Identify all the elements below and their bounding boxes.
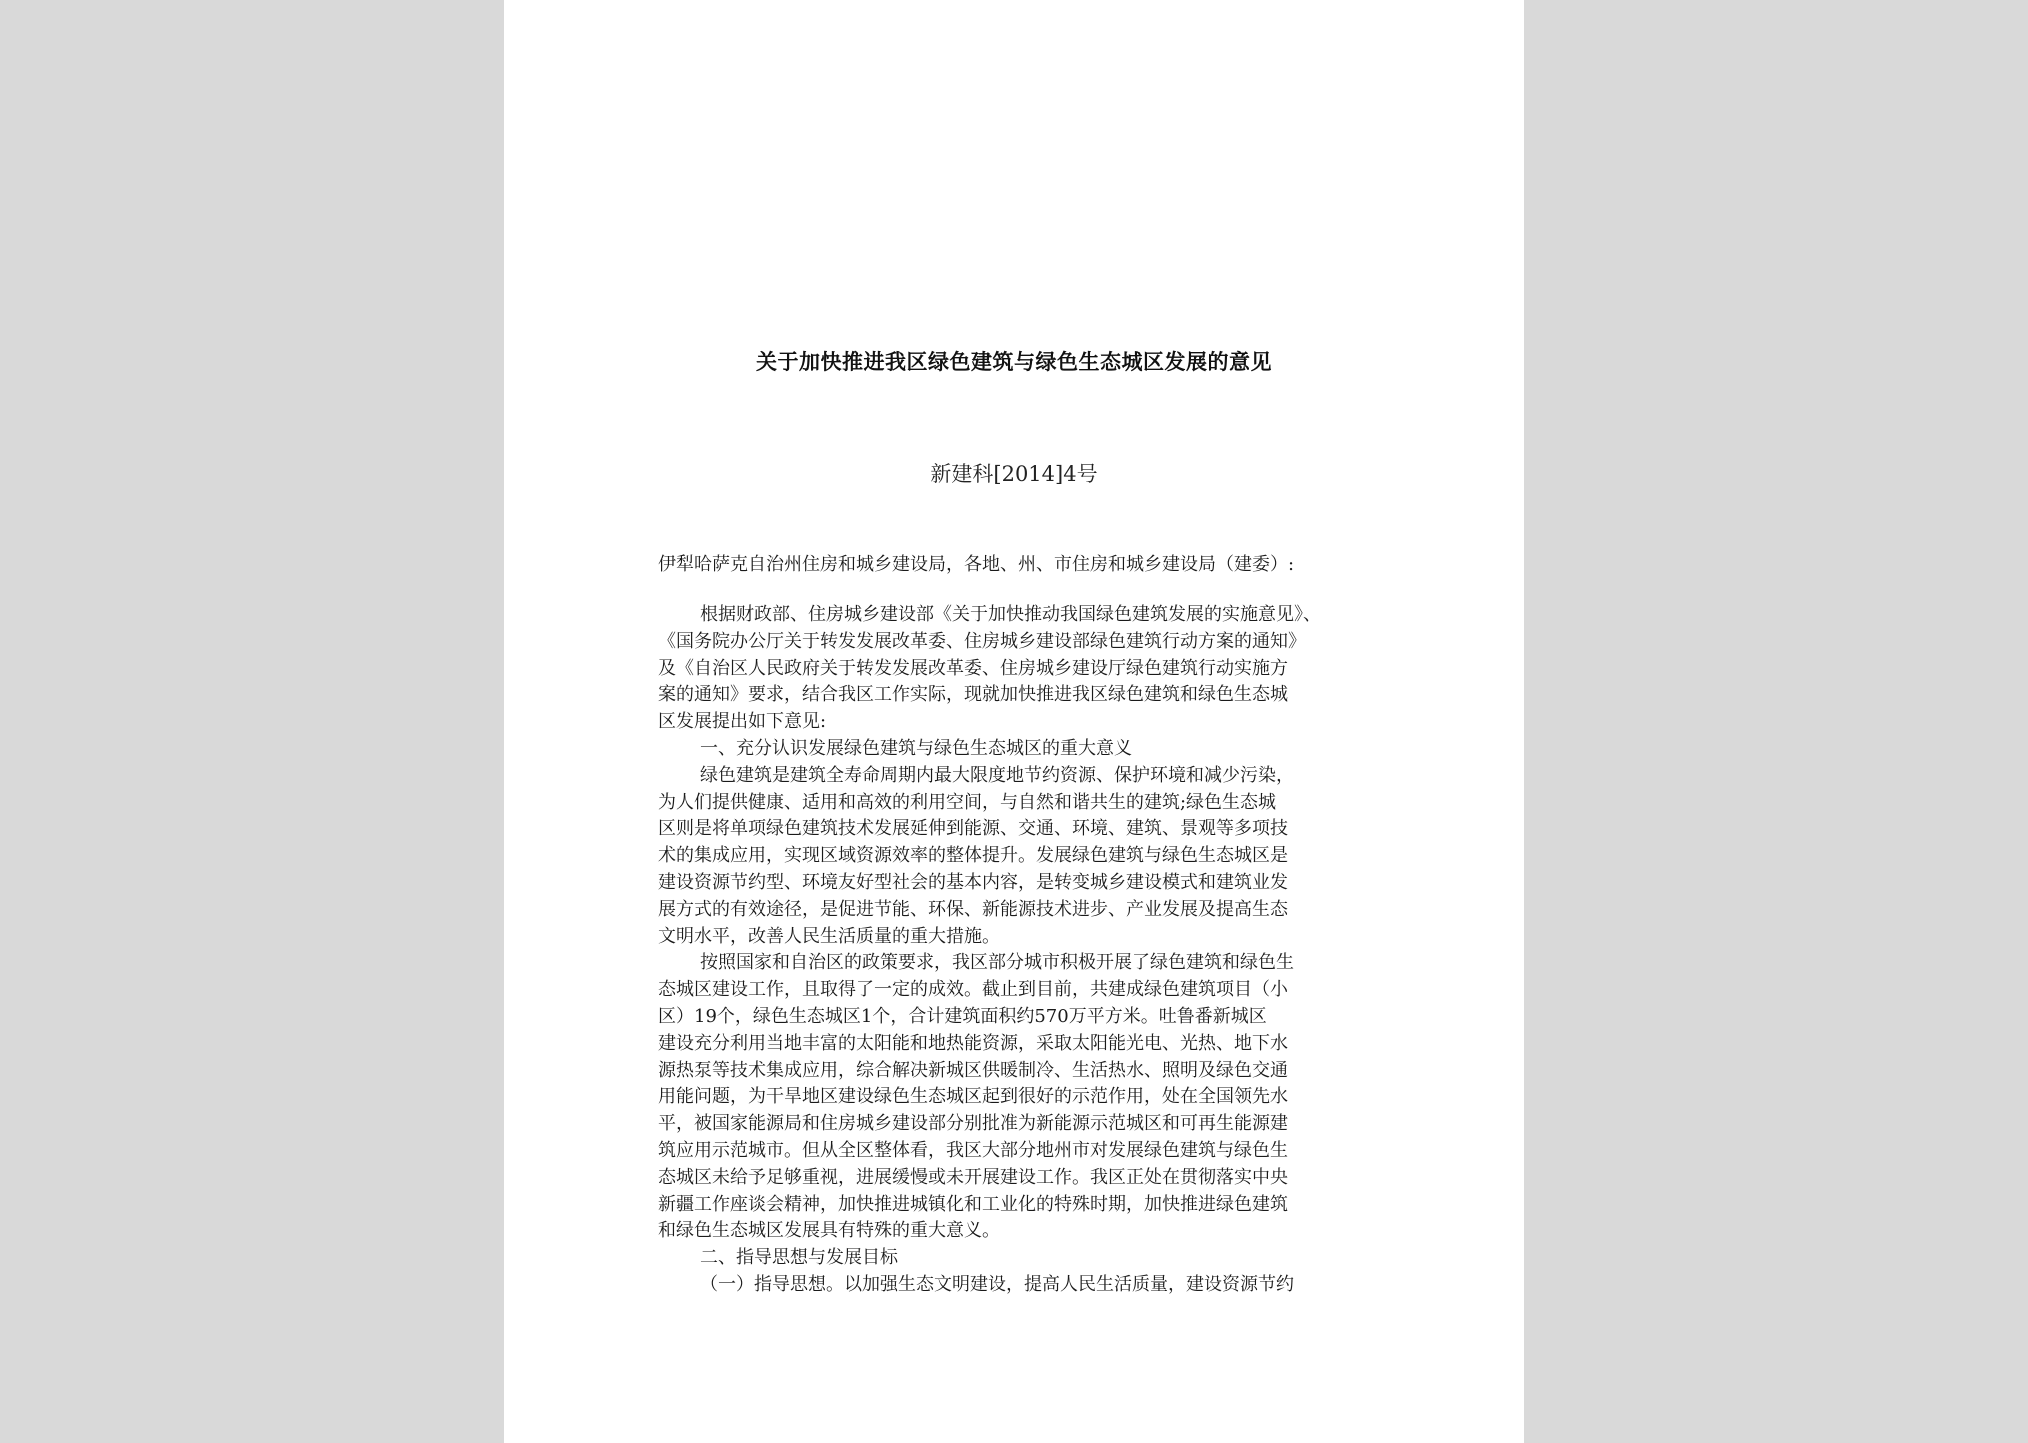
body-line: 术的集成应用，实现区域资源效率的整体提升。发展绿色建筑与绿色生态城区是	[658, 845, 1288, 867]
document-body	[658, 602, 1378, 1299]
body-line: 源热泵等技术集成应用，综合解决新城区供暖制冷、生活热水、照明及绿色交通	[658, 1059, 1288, 1081]
body-line: 区则是将单项绿色建筑技术发展延伸到能源、交通、环境、建筑、景观等多项技	[658, 818, 1288, 840]
body-line: 和绿色生态城区发展具有特殊的重大意义。	[658, 1220, 1000, 1242]
body-line: 文明水平，改善人民生活质量的重大措施。	[658, 925, 1000, 947]
body-line: 建设充分利用当地丰富的太阳能和地热能资源，采取太阳能光电、光热、地下水	[658, 1032, 1288, 1054]
document-page	[504, 0, 1524, 1443]
section-heading-2: 二、指导思想与发展目标	[700, 1247, 898, 1269]
body-line: 根据财政部、住房城乡建设部《关于加快推动我国绿色建筑发展的实施意见》、	[700, 604, 1321, 625]
subsection-heading: （一）指导思想。以加强生态文明建设，提高人民生活质量，建设资源节约	[700, 1273, 1294, 1295]
body-line: 态城区建设工作，且取得了一定的成效。截止到目前，共建成绿色建筑项目（小	[658, 979, 1288, 1001]
body-line: 区）19个，绿色生态城区1个，合计建筑面积约570万平方米。吐鲁番新城区	[658, 1005, 1267, 1027]
body-line: 建设资源节约型、环境友好型社会的基本内容，是转变城乡建设模式和建筑业发	[658, 871, 1288, 893]
body-line: 新疆工作座谈会精神，加快推进城镇化和工业化的特殊时期，加快推进绿色建筑	[658, 1193, 1288, 1215]
body-line: 筑应用示范城市。但从全区整体看，我区大部分地州市对发展绿色建筑与绿色生	[658, 1139, 1288, 1161]
body-line: 按照国家和自治区的政策要求，我区部分城市积极开展了绿色建筑和绿色生	[700, 952, 1294, 974]
document-title: 关于加快推进我区绿色建筑与绿色生态城区发展的意见	[756, 350, 1272, 374]
document-number: 新建科[2014]4号	[930, 462, 1098, 486]
body-line: 用能问题，为干旱地区建设绿色生态城区起到很好的示范作用，处在全国领先水	[658, 1086, 1288, 1108]
body-line: 为人们提供健康、适用和高效的利用空间，与自然和谐共生的建筑;绿色生态城	[658, 791, 1277, 813]
body-line: 及《自治区人民政府关于转发发展改革委、住房城乡建设厅绿色建筑行动实施方	[658, 657, 1288, 679]
body-line: 态城区未给予足够重视，进展缓慢或未开展建设工作。我区正处在贯彻落实中央	[658, 1166, 1288, 1188]
body-line: 案的通知》要求，结合我区工作实际，现就加快推进我区绿色建筑和绿色生态城	[658, 684, 1288, 706]
body-line: 平，被国家能源局和住房城乡建设部分别批准为新能源示范城区和可再生能源建	[658, 1113, 1288, 1135]
body-line: 绿色建筑是建筑全寿命周期内最大限度地节约资源、保护环境和减少污染，	[700, 764, 1294, 786]
body-line: 区发展提出如下意见:	[658, 711, 827, 733]
section-heading-1: 一、充分认识发展绿色建筑与绿色生态城区的重大意义	[700, 737, 1132, 759]
body-line: 展方式的有效途径，是促进节能、环保、新能源技术进步、产业发展及提高生态	[658, 898, 1288, 920]
recipient-line: 伊犁哈萨克自治州住房和城乡建设局，各地、州、市住房和城乡建设局（建委）:	[658, 554, 1295, 575]
body-line: 《国务院办公厅关于转发发展改革委、住房城乡建设部绿色建筑行动方案的通知》	[658, 630, 1306, 652]
